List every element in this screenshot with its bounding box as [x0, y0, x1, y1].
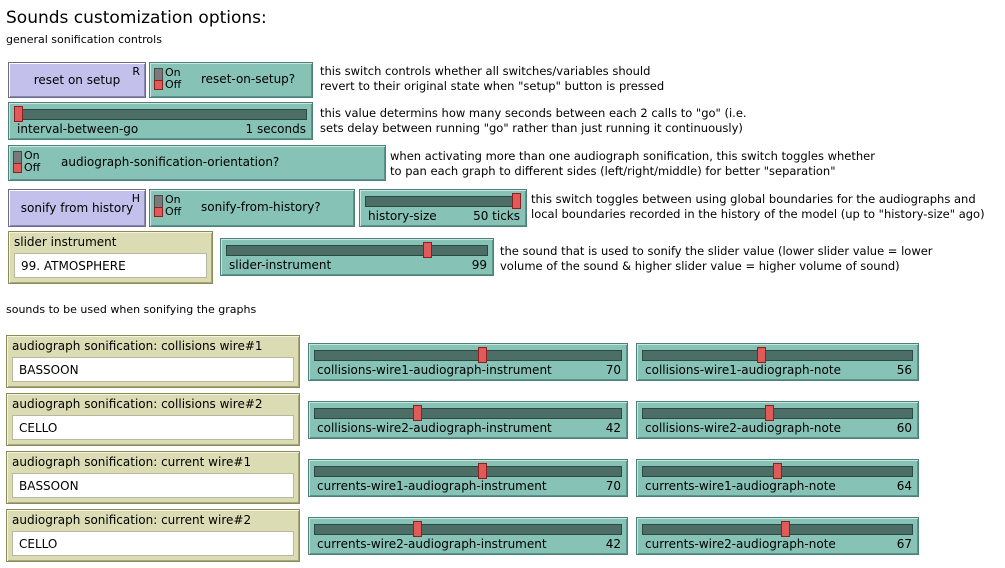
history-button-key: H [131, 192, 140, 205]
interval-note [320, 106, 747, 136]
note-line: the sound that is used to sonify the slider value (lower slider value = lower [500, 244, 933, 258]
reset-button-key: R [132, 65, 140, 78]
note-line: revert to their original state when "setup" button is pressed [320, 79, 665, 93]
slider-thumb[interactable] [478, 463, 487, 479]
slider-thumb[interactable] [512, 193, 521, 209]
history-button-label: sonify from history [20, 201, 134, 215]
sonify-from-history-button[interactable] [8, 189, 146, 227]
chooser-value: BASSOON [19, 479, 79, 493]
slider-value: 99 [471, 258, 487, 272]
slider-thumb[interactable] [773, 463, 782, 479]
audiograph-note-slider[interactable] [636, 459, 919, 497]
switch-on-label: On [165, 193, 181, 206]
audiograph-chooser[interactable] [6, 335, 300, 388]
slider-track [314, 466, 622, 477]
note-line: sets delay between running "go" rather than just running it continuously) [320, 121, 743, 135]
slider-name: collisions-wire1-audiograph-note [645, 363, 841, 377]
switch-label: sonify-from-history? [201, 200, 321, 214]
chooser-value: CELLO [19, 421, 58, 435]
slider-name: currents-wire2-audiograph-instrument [317, 537, 547, 551]
slider-value: 60 [896, 421, 912, 435]
chooser-value: CELLO [19, 537, 58, 551]
switch-knob[interactable] [13, 163, 22, 173]
slider-name: interval-between-go [17, 122, 139, 136]
audiograph-orientation-switch[interactable] [8, 145, 386, 181]
audiograph-instrument-slider[interactable] [308, 459, 628, 497]
note-line: this switch controls whether all switches/variables should [320, 64, 651, 78]
chooser-label: slider instrument [14, 235, 117, 249]
slider-track [314, 408, 622, 419]
chooser-value-box[interactable] [14, 253, 207, 278]
chooser-label: audiograph sonification: collisions wire#1 [12, 339, 263, 353]
chooser-value-box[interactable] [12, 531, 294, 556]
chooser-label: audiograph sonification: collisions wire#2 [12, 397, 263, 411]
slider-value: 42 [605, 421, 621, 435]
history-size-slider[interactable] [359, 189, 527, 227]
switch-off-label: Off [165, 78, 182, 91]
slider-thumb[interactable] [423, 242, 432, 258]
slider-value: 1 seconds [245, 122, 306, 136]
chooser-label: audiograph sonification: current wire#2 [12, 513, 252, 527]
slider-name: slider-instrument [229, 258, 332, 272]
orientation-note [390, 149, 875, 179]
slider-thumb[interactable] [413, 521, 422, 537]
slider-thumb[interactable] [413, 405, 422, 421]
slider-track [365, 196, 521, 207]
slider-thumb[interactable] [478, 347, 487, 363]
slider-value: 50 ticks [473, 209, 520, 223]
slider-name: currents-wire2-audiograph-note [645, 537, 836, 551]
slider-name: currents-wire1-audiograph-instrument [317, 479, 547, 493]
switch-off-label: Off [24, 161, 41, 174]
switch-knob[interactable] [154, 207, 163, 217]
slider-track [226, 245, 488, 256]
reset-note [320, 64, 664, 94]
switch-on-label: On [165, 66, 181, 79]
slider-track [642, 350, 913, 361]
chooser-value: BASSOON [19, 363, 79, 377]
slider-thumb[interactable] [14, 106, 23, 122]
slider-instrument-note [500, 244, 933, 274]
reset-on-setup-switch[interactable] [149, 62, 313, 98]
chooser-value-box[interactable] [12, 473, 294, 498]
slider-value: 42 [605, 537, 621, 551]
audiograph-instrument-slider[interactable] [308, 517, 628, 555]
audiograph-instrument-slider[interactable] [308, 343, 628, 381]
slider-name: history-size [368, 209, 437, 223]
switch-label: reset-on-setup? [201, 72, 296, 86]
switch-on-label: On [24, 149, 40, 162]
slider-name: collisions-wire1-audiograph-instrument [317, 363, 552, 377]
history-note [531, 192, 985, 222]
slider-value: 56 [896, 363, 912, 377]
chooser-label: audiograph sonification: current wire#1 [12, 455, 252, 469]
slider-value: 67 [896, 537, 912, 551]
slider-track [642, 408, 913, 419]
switch-knob[interactable] [154, 80, 163, 90]
note-line: to pan each graph to different sides (left/right/middle) for better "separation" [390, 164, 836, 178]
note-line: local boundaries recorded in the history of the model (up to "history-size" ago) [531, 207, 985, 221]
note-line: volume of the sound & higher slider value = higher volume of sound) [500, 259, 900, 273]
slider-name: currents-wire1-audiograph-note [645, 479, 836, 493]
reset-button-label: reset on setup [33, 73, 121, 87]
slider-value: 64 [896, 479, 912, 493]
slider-thumb[interactable] [781, 521, 790, 537]
graphs-heading: sounds to be used when sonifying the graphs [6, 303, 257, 316]
slider-instrument-slider[interactable] [220, 238, 494, 276]
audiograph-instrument-slider[interactable] [308, 401, 628, 439]
slider-name: collisions-wire2-audiograph-note [645, 421, 841, 435]
note-line: this switch toggles between using global boundaries for the audiographs and [531, 192, 976, 206]
slider-track [14, 109, 307, 120]
audiograph-chooser[interactable] [6, 393, 300, 446]
switch-off-label: Off [165, 205, 182, 218]
audiograph-chooser[interactable] [6, 451, 300, 504]
slider-name: collisions-wire2-audiograph-instrument [317, 421, 552, 435]
page-subtitle: general sonification controls [6, 33, 162, 46]
slider-track [314, 524, 622, 535]
chooser-value-box[interactable] [12, 357, 294, 382]
note-line: when activating more than one audiograph sonification, this switch toggles whether [390, 149, 875, 163]
slider-thumb[interactable] [765, 405, 774, 421]
slider-value: 70 [605, 479, 621, 493]
slider-track [642, 524, 913, 535]
audiograph-chooser[interactable] [6, 509, 300, 562]
slider-instrument-chooser[interactable] [8, 231, 213, 284]
audiograph-note-slider[interactable] [636, 401, 919, 439]
chooser-value: 99. ATMOSPHERE [21, 259, 126, 273]
reset-on-setup-button[interactable] [8, 62, 146, 98]
slider-thumb[interactable] [757, 347, 766, 363]
audiograph-note-slider[interactable] [636, 343, 919, 381]
note-line: this value determins how many seconds between each 2 calls to "go" (i.e. [320, 106, 747, 120]
interval-between-go-slider[interactable] [8, 102, 313, 140]
chooser-value-box[interactable] [12, 415, 294, 440]
page-title: Sounds customization options: [6, 8, 267, 28]
slider-track [314, 350, 622, 361]
audiograph-note-slider[interactable] [636, 517, 919, 555]
sonify-from-history-switch[interactable] [149, 189, 355, 227]
switch-label: audiograph-sonification-orientation? [61, 155, 280, 169]
slider-value: 70 [605, 363, 621, 377]
